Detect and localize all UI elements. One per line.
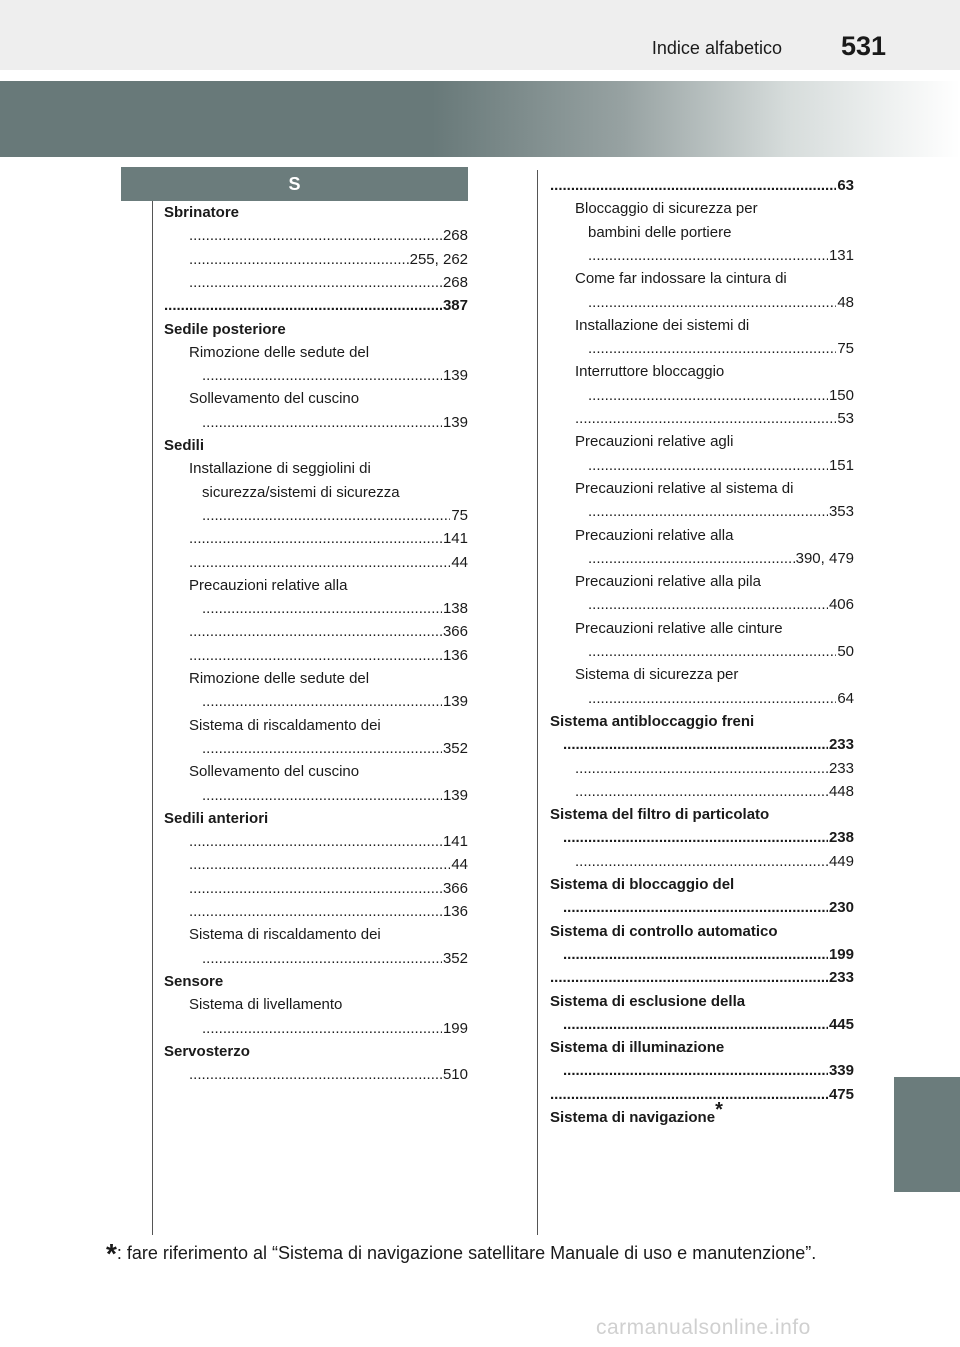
index-entry — [550, 826, 854, 850]
section-title: Indice alfabetico — [651, 38, 782, 58]
page-reference: ..... 448 — [828, 780, 854, 804]
section-letter: S — [121, 167, 468, 201]
index-entry — [550, 384, 854, 408]
page-reference: ..... 268 — [442, 224, 468, 248]
index-entry — [164, 201, 468, 225]
entry-label: Bloccaggio di sicurezza per — [575, 200, 758, 218]
page-reference: ..... 268 — [442, 271, 468, 295]
entry-label: Installazione di seggiolini di — [189, 460, 371, 478]
index-entry — [164, 947, 468, 971]
page-reference: ..... 44 — [450, 853, 468, 877]
entry-label: Precauzioni relative alla — [189, 576, 348, 594]
entry-label: Sbrinatore — [164, 204, 240, 221]
page-reference: ..... 141 — [442, 527, 468, 551]
left-divider — [152, 201, 153, 1235]
center-divider — [537, 170, 538, 1235]
index-entry — [550, 873, 854, 897]
page-reference: ..... 64 — [836, 687, 854, 711]
index-entry — [550, 1013, 854, 1037]
page-reference: ..... 53 — [836, 407, 854, 431]
page-reference: ..... 255, 262 — [409, 248, 468, 272]
index-entry — [550, 360, 854, 384]
index-entry — [550, 780, 854, 804]
index-entry — [164, 714, 468, 738]
index-entry — [164, 248, 468, 272]
footnote — [106, 1238, 816, 1269]
index-entry — [164, 387, 468, 411]
index-entry — [550, 500, 854, 524]
index-entry — [550, 1059, 854, 1083]
page-reference: ..... 449 — [828, 850, 854, 874]
entry-label: Sollevamento del cuscino — [189, 763, 360, 781]
entry-label: Sistema di navigazione — [550, 1109, 716, 1126]
entry-label: Servosterzo — [164, 1042, 250, 1060]
entry-label: Sistema di riscaldamento dei — [189, 716, 381, 734]
entry-label: Sistema di illuminazione — [550, 1039, 725, 1057]
page-reference: ..... 138 — [442, 597, 468, 621]
index-entry — [550, 966, 854, 990]
index-entry — [550, 291, 854, 315]
page-reference: ..... 48 — [836, 291, 854, 315]
entry-label: Sensore — [164, 972, 224, 990]
index-entry — [164, 294, 468, 318]
chapter-tab — [894, 1077, 960, 1192]
page-reference: ..... 75 — [450, 504, 468, 528]
page-reference: ..... 141 — [442, 830, 468, 854]
footnote-asterisk: * — [106, 1238, 117, 1269]
page-reference: ..... 139 — [442, 690, 468, 714]
entry-label: Precauzioni relative alla — [575, 526, 734, 544]
right-index-column — [550, 174, 854, 1164]
entry-label: Sistema di sicurezza per — [575, 666, 739, 684]
page-reference: ..... 136 — [442, 900, 468, 924]
page-reference: ..... 387 — [442, 294, 468, 318]
page-header — [0, 0, 960, 70]
page-reference: ..... 151 — [828, 454, 854, 478]
index-entry — [550, 174, 854, 198]
index-entry — [550, 1036, 854, 1060]
index-entry — [164, 830, 468, 854]
page-reference: ..... 406 — [828, 593, 854, 617]
entry-label: Sistema di riscaldamento dei — [189, 926, 381, 944]
index-entry — [550, 197, 854, 221]
index-entry — [164, 318, 468, 342]
index-entry — [550, 524, 854, 548]
page-reference: ..... 352 — [442, 947, 468, 971]
entry-label: Sollevamento del cuscino — [189, 390, 360, 408]
left-index-column — [164, 201, 468, 1161]
footnote-marker: * — [715, 1099, 723, 1121]
page-reference: ..... 366 — [442, 877, 468, 901]
entry-label: Interruttore bloccaggio — [575, 363, 725, 381]
index-entry — [550, 733, 854, 757]
entry-label: sicurezza/sistemi di sicurezza — [202, 483, 400, 501]
page-reference: ..... 233 — [828, 733, 854, 757]
index-entry — [164, 504, 468, 528]
entry-label: Sedili anteriori — [164, 809, 269, 827]
index-entry — [550, 430, 854, 454]
page-reference: ..... 50 — [836, 640, 854, 664]
index-entry — [164, 411, 468, 435]
index-entry — [550, 920, 854, 944]
index-entry — [550, 314, 854, 338]
index-entry — [164, 1017, 468, 1041]
page-reference: ..... 139 — [442, 411, 468, 435]
entry-label: Precauzioni relative alla pila — [575, 573, 761, 591]
index-entry — [164, 1040, 468, 1064]
page-reference: ..... 63 — [836, 174, 854, 198]
index-entry — [164, 527, 468, 551]
index-entry — [164, 807, 468, 831]
page-reference: ..... 150 — [828, 384, 854, 408]
page-reference: ..... 445 — [828, 1013, 854, 1037]
entry-label: Precauzioni relative alle cinture — [575, 619, 783, 637]
page-number: 531 — [840, 31, 886, 61]
index-entry — [550, 803, 854, 827]
entry-label: Sistema del filtro di particolato — [550, 806, 770, 824]
index-entry — [164, 457, 468, 481]
page-reference: ..... 199 — [442, 1017, 468, 1041]
page-reference: ..... 475 — [828, 1083, 854, 1107]
page-reference: ..... 139 — [442, 784, 468, 808]
entry-label: Sistema di esclusione della — [550, 992, 746, 1010]
index-entry — [164, 853, 468, 877]
entry-label: Sistema di bloccaggio del — [550, 876, 735, 893]
entry-label: Rimozione delle sedute del — [189, 670, 370, 687]
page-reference: ..... 44 — [450, 551, 468, 575]
index-entry — [164, 551, 468, 575]
page-reference: ..... 238 — [828, 826, 854, 850]
page-reference: ..... 510 — [442, 1063, 468, 1087]
index-entry — [550, 943, 854, 967]
index-entry — [164, 667, 468, 691]
entry-label: Installazione dei sistemi di — [575, 316, 750, 334]
index-entry — [550, 267, 854, 291]
page-reference: ..... 139 — [442, 364, 468, 388]
entry-label: Come far indossare la cintura di — [575, 270, 787, 288]
index-entry — [164, 597, 468, 621]
index-entry — [550, 1099, 854, 1130]
index-entry — [550, 850, 854, 874]
page-reference: ..... 233 — [828, 757, 854, 781]
page-reference: ..... 353 — [828, 500, 854, 524]
entry-label: Sedili — [164, 437, 205, 454]
index-entry — [550, 570, 854, 594]
index-entry — [164, 993, 468, 1017]
page-reference: ..... 390, 479 — [795, 547, 854, 571]
page-reference: ..... 199 — [828, 943, 854, 967]
index-entry — [164, 784, 468, 808]
index-entry — [550, 454, 854, 478]
index-entry — [164, 900, 468, 924]
index-entry — [550, 617, 854, 641]
index-entry — [164, 271, 468, 295]
index-entry — [164, 481, 468, 505]
index-entry — [550, 663, 854, 687]
index-entry — [164, 923, 468, 947]
index-entry — [550, 640, 854, 664]
entry-label: Sistema antibloccaggio freni — [550, 712, 755, 730]
entry-label: bambini delle portiere — [588, 223, 732, 241]
index-entry — [164, 877, 468, 901]
page-reference: ..... 339 — [828, 1059, 854, 1083]
index-entry — [550, 407, 854, 431]
page-reference: ..... 75 — [836, 337, 854, 361]
index-entry — [550, 221, 854, 245]
footnote-text: : fare riferimento al “Sistema di navigazione satellitare Manuale di uso e manutenzione”. — [116, 1243, 817, 1263]
index-entry — [164, 690, 468, 714]
entry-label: Precauzioni relative al sistema di — [575, 479, 794, 497]
page-reference: ..... 136 — [442, 644, 468, 668]
index-entry — [164, 364, 468, 388]
index-entry — [164, 341, 468, 365]
entry-label: Precauzioni relative agli — [575, 433, 734, 451]
entry-label: Sedile posteriore — [164, 320, 286, 338]
entry-label: Sistema di controllo automatico — [550, 922, 778, 940]
index-entry — [550, 757, 854, 781]
index-entry — [550, 896, 854, 920]
index-entry — [550, 337, 854, 361]
entry-label: Rimozione delle sedute del — [189, 343, 370, 361]
page-reference: ..... 131 — [828, 244, 854, 268]
page-reference: ..... 230 — [828, 896, 854, 920]
page-reference: ..... 233 — [828, 966, 854, 990]
index-entry — [550, 990, 854, 1014]
header-band — [0, 81, 960, 157]
index-entry — [164, 434, 468, 458]
page-reference: ..... 352 — [442, 737, 468, 761]
index-entry — [164, 574, 468, 598]
index-entry — [550, 593, 854, 617]
index-entry — [164, 760, 468, 784]
index-entry — [550, 687, 854, 711]
index-entry — [550, 710, 854, 734]
index-entry — [164, 970, 468, 994]
page-reference: ..... 366 — [442, 620, 468, 644]
entry-label: Sistema di livellamento — [189, 996, 343, 1014]
index-entry — [164, 1063, 468, 1087]
index-entry — [550, 1083, 854, 1107]
index-entry — [550, 477, 854, 501]
index-entry — [164, 644, 468, 668]
index-entry — [164, 737, 468, 761]
index-entry — [164, 620, 468, 644]
watermark: carmanualsonline.info — [596, 1316, 811, 1339]
index-entry — [550, 547, 854, 571]
index-entry — [164, 224, 468, 248]
index-entry — [550, 244, 854, 268]
